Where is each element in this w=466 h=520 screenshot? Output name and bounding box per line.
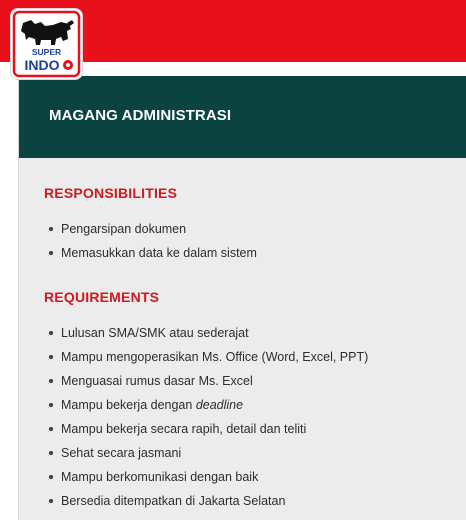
requirements-list <box>61 325 368 517</box>
job-title: MAGANG ADMINISTRASI <box>49 107 232 124</box>
list-item: Pengarsipan dokumen <box>61 221 257 245</box>
list-item: Bersedia ditempatkan di Jakarta Selatan <box>61 493 368 517</box>
logo-text-indo: INDO <box>24 57 60 73</box>
list-item-text: Mampu bekerja dengan <box>61 398 196 412</box>
list-item: Memasukkan data ke dalam sistem <box>61 245 257 269</box>
list-item: Mampu berkomunikasi dengan baik <box>61 469 368 493</box>
emphasis-text: deadline <box>195 398 244 412</box>
logo-text-super: SUPER <box>31 47 62 57</box>
job-card-header <box>19 76 466 158</box>
list-item: Menguasai rumus dasar Ms. Excel <box>61 373 368 397</box>
responsibilities-list <box>61 221 257 269</box>
list-item: Mampu mengoperasikan Ms. Office (Word, Excel, PPT) <box>61 349 368 373</box>
job-card <box>18 76 466 520</box>
responsibilities-heading: RESPONSIBILITIES <box>44 185 178 201</box>
super-indo-logo[interactable] <box>11 9 82 79</box>
list-item <box>61 397 368 421</box>
list-item: Sehat secara jasmani <box>61 445 368 469</box>
list-item: Mampu bekerja secara rapih, detail dan teliti <box>61 421 368 445</box>
requirements-heading: REQUIREMENTS <box>44 289 160 305</box>
lion-logo-icon <box>11 9 82 79</box>
list-item: Lulusan SMA/SMK atau sederajat <box>61 325 368 349</box>
